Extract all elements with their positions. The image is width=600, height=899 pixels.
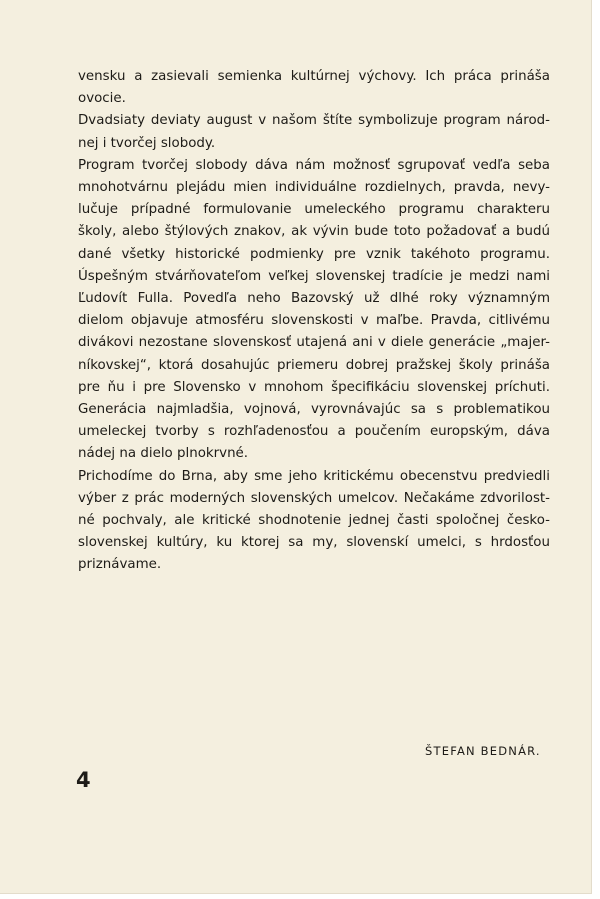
text-line: nádej na dielo plnokrvné. <box>78 446 249 462</box>
text-line: pre ňu i pre Slovensko v mnohom špecifikáciu slovenskej príchuti. <box>78 379 550 395</box>
text-line: priznávame. <box>78 557 162 573</box>
text-line: školy, alebo štýlových znakov, ak vývin bude toto požadovať a budú <box>78 224 550 240</box>
text-line: umeleckej tvorby s rozhľadenosťou a poučením europským, dáva <box>78 424 550 440</box>
text-line: nej i tvorčej slobody. <box>78 135 216 151</box>
text-line: slovenskej kultúry, ku ktorej sa my, slovenskí umelci, s hrdosťou <box>78 535 550 551</box>
author-signature: ŠTEFAN BEDNÁR. <box>425 744 541 758</box>
text-line: dané všetky historické podmienky pre vznik takéhoto programu. <box>78 246 550 262</box>
text-line: ovocie. <box>78 91 126 107</box>
text-line: Program tvorčej slobody dáva nám možnosť sgrupovať vedľa seba <box>78 157 550 173</box>
text-line: vensku a zasievali semienka kultúrnej výchovy. Ich práca prináša <box>78 69 550 84</box>
text-line: né pochvaly, ale kritické shodnotenie jednej časti spoločnej česko- <box>78 513 550 529</box>
text-line: Prichodíme do Brna, aby sme jeho kritickému obecenstvu predviedli <box>78 468 550 484</box>
text-line: divákovi nezostane slovenskosť utajená ani v diele generácie „majer- <box>78 335 550 351</box>
body-text <box>78 66 550 577</box>
text-line: Generácia najmladšia, vojnová, vyrovnávajúc sa s problematikou <box>78 402 550 418</box>
show-through-letter <box>560 90 592 130</box>
text-line: níkovskej“, ktorá dosahujúc priemeru dobrej pražskej školy prináša <box>78 357 550 373</box>
text-line: lučuje prípadné formulovanie umeleckého programu charakteru <box>78 202 550 218</box>
text-line: Dvadsiaty deviaty august v našom štíte symbolizuje program národ- <box>78 113 550 129</box>
text-line: mnohotvárnu plejádu mien individuálne rozdielnych, pravda, nevy- <box>78 180 550 196</box>
page-number: 4 <box>76 768 91 792</box>
text-line: Ľudovít Fulla. Povedľa neho Bazovský už dlhé roky významným <box>78 291 550 307</box>
text-line: dielom objavuje atmosféru slovenskosti v maľbe. Pravda, citlivému <box>78 313 550 329</box>
text-line: Úspešným stvárňovateľom veľkej slovenskej tradície je medzi nami <box>78 268 550 284</box>
text-line: výber z prác moderných slovenských umelcov. Nečakáme zdvorilost- <box>78 490 550 506</box>
